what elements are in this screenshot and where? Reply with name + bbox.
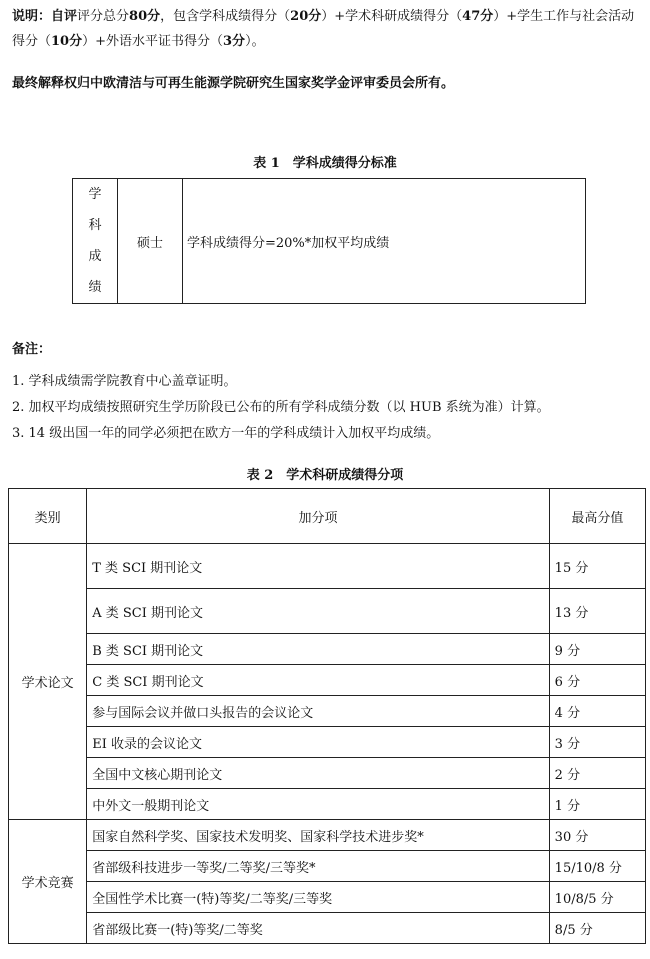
row-item: 参与国际会议并做口头报告的会议论文 (87, 696, 549, 727)
row-max: 3 分 (549, 727, 645, 758)
intro-label: 说明： (12, 9, 52, 24)
row-max: 13 分 (549, 589, 645, 634)
table1 (72, 178, 586, 304)
row-item: 省部级比赛一(特)等奖/二等奖 (87, 913, 549, 944)
group-category: 学术论文 (9, 544, 87, 820)
intro-self: 自评 (51, 9, 78, 24)
row-item: 全国性学术比赛一(特)等奖/二等奖/三等奖 (87, 882, 549, 913)
score-academic: 20分 (290, 9, 322, 24)
category-char: 学 (88, 187, 102, 202)
header-item: 加分项 (87, 489, 549, 544)
score-research: 47分 (462, 9, 494, 24)
intro-text: ）+学术科研成绩得分（ (321, 9, 463, 24)
row-item: 中外文一般期刊论文 (87, 789, 549, 820)
row-max: 30 分 (549, 820, 645, 851)
total-score: 80分 (129, 9, 161, 24)
row-max: 15 分 (549, 544, 645, 589)
row-item: A 类 SCI 期刊论文 (87, 589, 549, 634)
table2-caption: 表 2 学术科研成绩得分项 (246, 468, 404, 483)
final-note: 最终解释权归中欧清洁与可再生能源学院研究生国家奖学金评审委员会所有。 (12, 76, 455, 91)
intro-text: ）+外语水平证书得分（ (82, 34, 224, 49)
intro-text: ）+学生工作与社会活动得分（ (12, 9, 635, 49)
note-item: 3. 14 级出国一年的同学必须把在欧方一年的学科成绩计入加权平均成绩。 (12, 426, 440, 441)
notes (12, 338, 642, 447)
row-item: C 类 SCI 期刊论文 (87, 665, 549, 696)
table-row (9, 820, 646, 851)
table-row (9, 727, 646, 758)
table-row (9, 696, 646, 727)
row-max: 8/5 分 (549, 913, 645, 944)
table-row (9, 589, 646, 634)
row-item: B 类 SCI 期刊论文 (87, 634, 549, 665)
row-item: 国家自然科学奖、国家技术发明奖、国家科学技术进步奖* (87, 820, 549, 851)
row-item: T 类 SCI 期刊论文 (87, 544, 549, 589)
table1-degree: 硕士 (118, 179, 183, 304)
table-row (9, 634, 646, 665)
intro-text: 评分总分 (77, 9, 130, 24)
header-category: 类别 (9, 489, 87, 544)
header-max: 最高分值 (549, 489, 645, 544)
intro-text: ，包含学科成绩得分（ (160, 9, 291, 24)
group-category: 学术竞赛 (9, 820, 87, 944)
row-max: 6 分 (549, 665, 645, 696)
category-char: 科 (88, 218, 102, 233)
category-char: 成 (88, 249, 102, 264)
table-row (9, 665, 646, 696)
note-item: 1. 学科成绩需学院教育中心盖章证明。 (12, 374, 237, 389)
score-language: 3分 (223, 34, 246, 49)
table2 (8, 488, 646, 944)
table1-category (73, 179, 118, 304)
table-row (9, 758, 646, 789)
row-max: 2 分 (549, 758, 645, 789)
row-max: 1 分 (549, 789, 645, 820)
table-row (9, 851, 646, 882)
table-row (9, 882, 646, 913)
row-item: 省部级科技进步一等奖/二等奖/三等奖* (87, 851, 549, 882)
notes-title: 备注： (12, 342, 52, 357)
table1-formula: 学科成绩得分=20%*加权平均成绩 (183, 179, 586, 304)
intro-text: ）。 (245, 34, 265, 49)
row-item: 全国中文核心期刊论文 (87, 758, 549, 789)
row-item: EI 收录的会议论文 (87, 727, 549, 758)
table-header-row (9, 489, 646, 544)
row-max: 15/10/8 分 (549, 851, 645, 882)
score-activity: 10分 (51, 34, 83, 49)
table-row (9, 544, 646, 589)
table-row (9, 913, 646, 944)
table1-caption: 表 1 学科成绩得分标准 (253, 156, 397, 171)
intro-paragraph (12, 4, 642, 54)
note-item: 2. 加权平均成绩按照研究生学历阶段已公布的所有学科成绩分数（以 HUB 系统为准）计算。 (12, 400, 550, 415)
table-row (9, 789, 646, 820)
category-char: 绩 (88, 280, 102, 295)
row-max: 9 分 (549, 634, 645, 665)
row-max: 10/8/5 分 (549, 882, 645, 913)
row-max: 4 分 (549, 696, 645, 727)
